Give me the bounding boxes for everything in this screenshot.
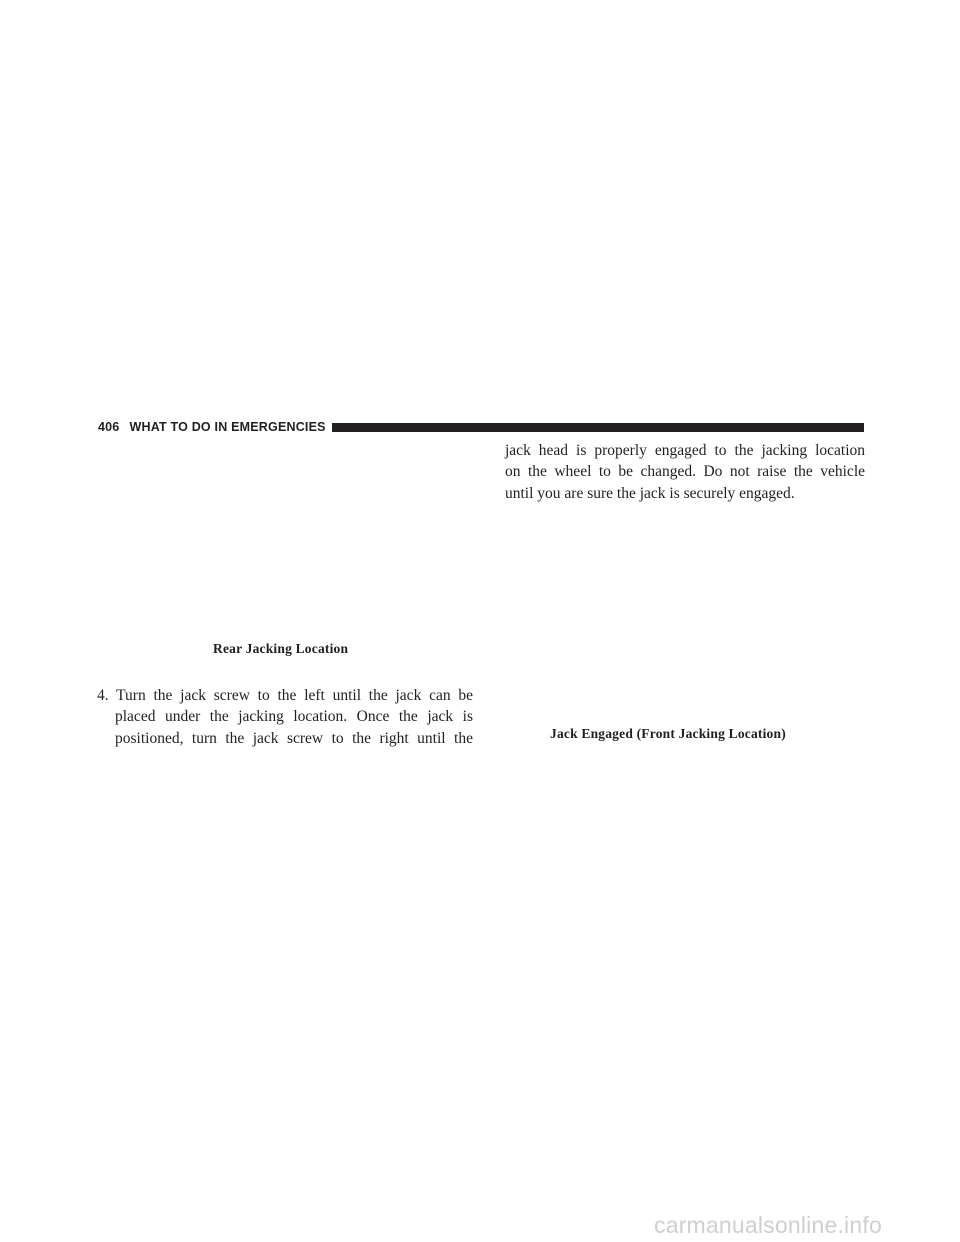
- page-header: [98, 419, 864, 435]
- rear-jacking-figure: [98, 440, 474, 640]
- step-4-line-3: positioned, turn the jack screw to the right until the: [115, 729, 473, 747]
- section-title: WHAT TO DO IN EMERGENCIES: [129, 420, 326, 434]
- step-4: [97, 685, 473, 749]
- header-rule: [332, 423, 864, 432]
- right-text-line-1: jack head is properly engaged to the jacking location: [505, 442, 865, 459]
- jack-engaged-figure: [505, 510, 865, 720]
- page-number: 406: [98, 420, 120, 434]
- jack-engaged-caption: Jack Engaged (Front Jacking Location): [550, 726, 786, 741]
- step-4-line-2: placed under the jacking location. Once the jack is: [115, 708, 473, 726]
- step-number: 4.: [97, 687, 109, 704]
- step-4-line-1: [97, 685, 473, 706]
- step-4-line-1-text: Turn the jack screw to the left until the jack can be: [116, 687, 473, 704]
- right-text-line-3: until you are sure the jack is securely engaged.: [505, 484, 795, 502]
- watermark: carmanualsonline.info: [654, 1212, 882, 1238]
- right-column-text: [505, 440, 865, 504]
- right-text-line-2: on the wheel to be changed. Do not raise the vehicle: [505, 463, 865, 481]
- rear-jacking-caption: Rear Jacking Location: [213, 641, 349, 656]
